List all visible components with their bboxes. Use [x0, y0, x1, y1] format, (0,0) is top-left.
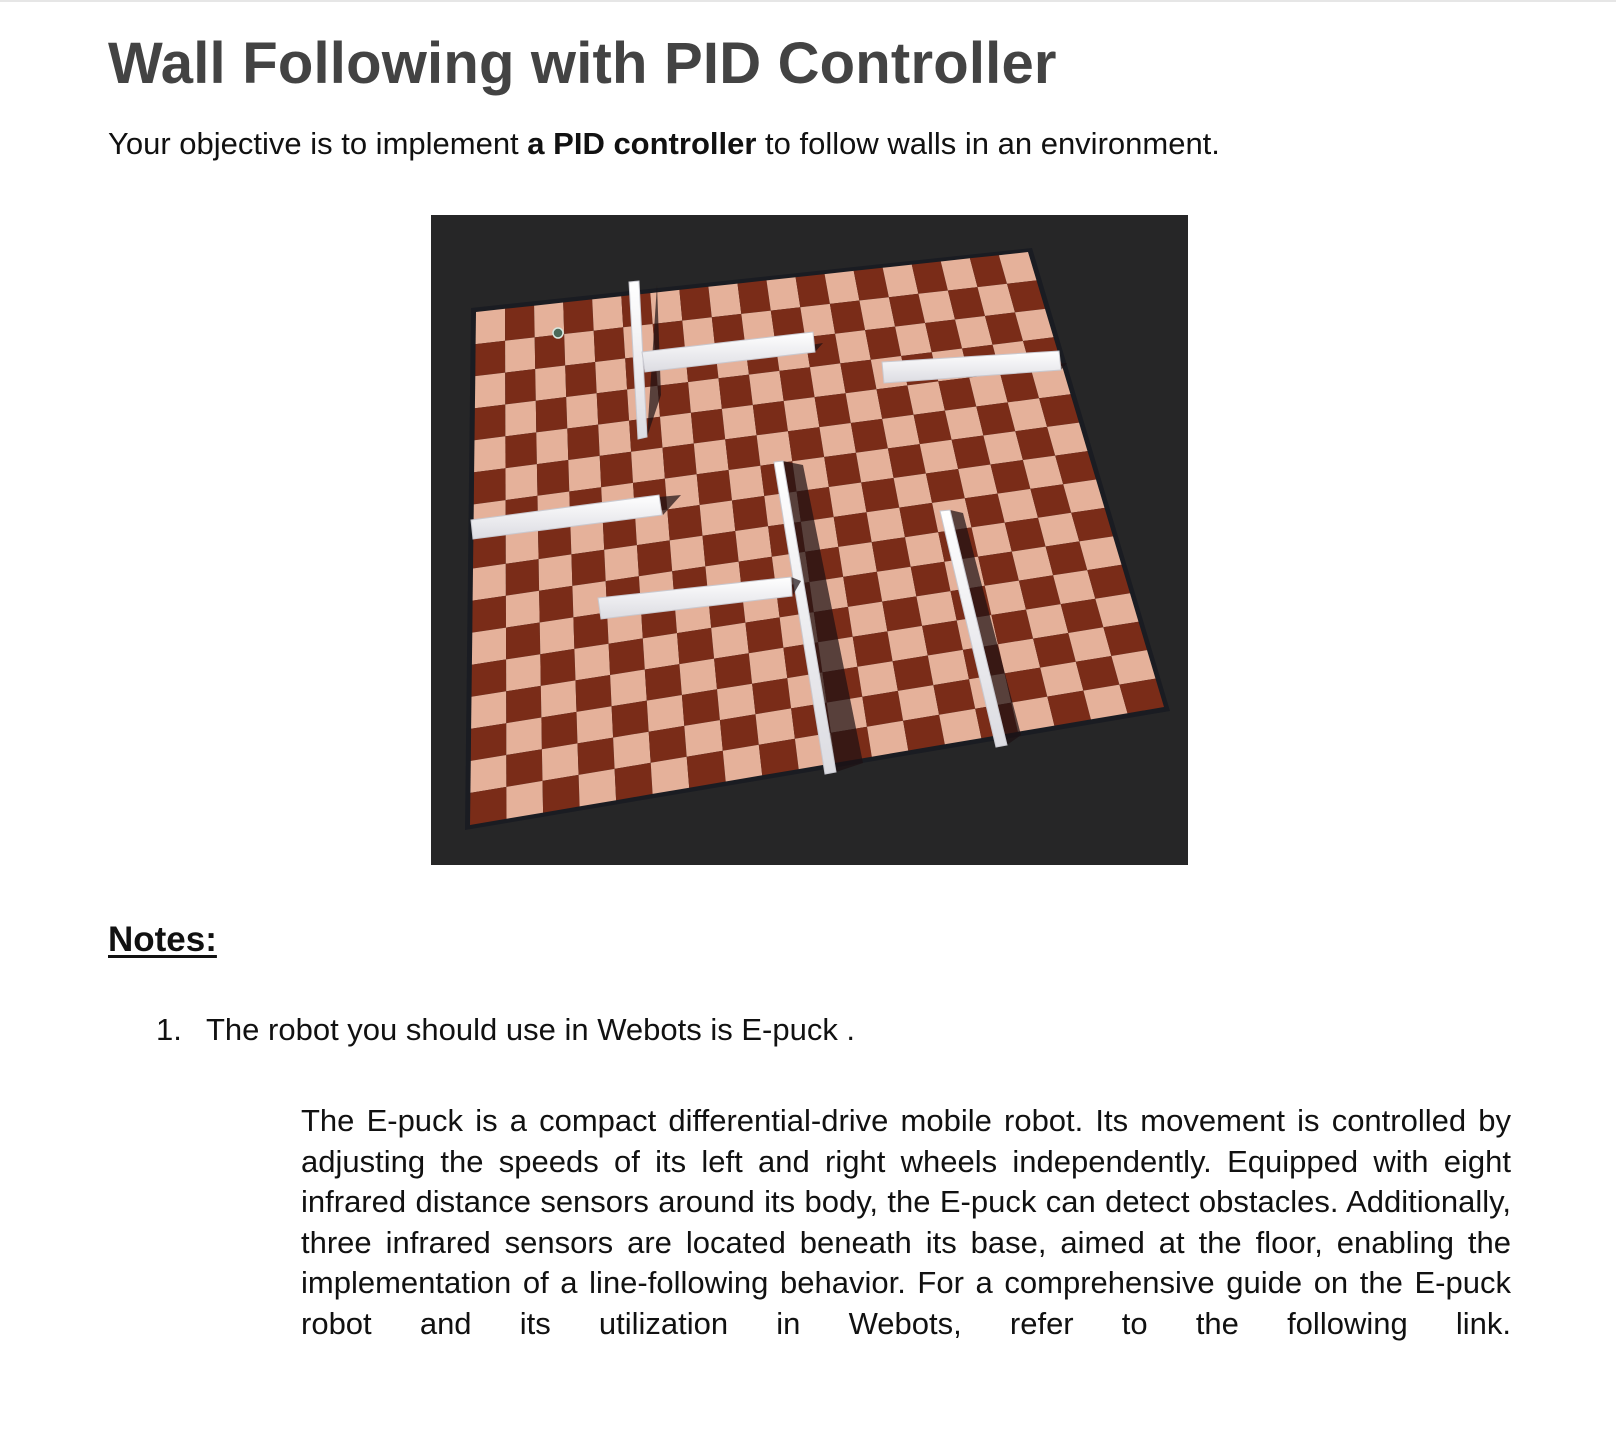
floor-tile	[853, 631, 893, 666]
floor-tile	[543, 775, 580, 813]
floor-tile	[819, 423, 856, 457]
floor-tile	[784, 397, 820, 431]
floor-tile	[506, 591, 540, 628]
floor-tile	[598, 421, 631, 456]
floor-tile	[752, 678, 791, 714]
floor-tile	[972, 523, 1012, 557]
floor-tile	[473, 564, 506, 601]
floor-tile	[564, 331, 595, 366]
floor-tile	[506, 559, 539, 596]
floor-tile	[568, 456, 601, 492]
list-item-text: The robot you should use in Webots is E-puck .	[206, 1012, 856, 1047]
floor-tile	[867, 508, 906, 542]
floor-tile	[541, 712, 577, 749]
floor-tile	[474, 468, 506, 504]
floor-tile	[922, 621, 963, 656]
floor-tile	[865, 327, 901, 360]
floor-tile	[991, 610, 1033, 645]
floor-tile	[471, 723, 507, 761]
floor-tile	[735, 526, 772, 561]
floor-tile	[903, 715, 945, 751]
floor-tile	[703, 531, 739, 566]
floor-tile	[829, 483, 867, 518]
floor-tile	[472, 628, 506, 665]
epuck-description-paragraph: The E-puck is a compact differential-drive mobile robot. Its movement is controlled by adjusting the speeds of its left and right wheels independently. Equipped with eight infrared distance sensors around its body, the E-puck can detect obstacles. Additionally, three infrared sensors are located beneath its base, aimed at the floor, enabling the implementation of a line-following behavior. For a comprehensive guide on the E-puck robot and its utilization in Webots, refer to the following link.	[301, 1103, 1511, 1341]
floor-tile	[898, 685, 939, 721]
floor-tile	[711, 623, 749, 659]
floor-tile	[536, 429, 568, 465]
floor-tile	[577, 706, 614, 743]
floor-tile	[700, 501, 736, 536]
floor-tile	[691, 409, 725, 444]
floor-tile	[576, 675, 612, 712]
floor-tile	[916, 591, 956, 626]
floor-tile	[810, 363, 846, 397]
floor-tile	[475, 373, 505, 409]
floor-tile	[753, 401, 788, 435]
floor-tile	[612, 701, 649, 738]
floor-tile	[687, 751, 726, 788]
floor-tile	[714, 653, 752, 689]
floor-tile	[749, 371, 784, 405]
floor-tile	[1026, 604, 1068, 639]
floor-tile	[535, 366, 566, 401]
floor-tile	[838, 542, 877, 577]
floor-tile	[985, 581, 1026, 615]
floor-tile	[658, 382, 691, 417]
floor-tile	[667, 505, 702, 540]
floor-tile	[856, 448, 894, 482]
intro-paragraph	[108, 124, 1220, 164]
floor-tile	[506, 749, 542, 787]
floor-tile	[926, 469, 965, 503]
floor-tile	[767, 277, 801, 310]
floor-tile	[756, 708, 795, 744]
floor-tile	[565, 362, 597, 397]
floor-tile	[846, 389, 883, 423]
floor-tile	[637, 540, 672, 576]
floor-tile	[888, 444, 926, 478]
floor-tile	[928, 650, 969, 685]
floor-tile	[858, 661, 898, 697]
floor-tile	[506, 781, 543, 819]
epuck-robot-icon	[553, 328, 563, 338]
floor-tile	[649, 726, 687, 763]
floor-tile	[506, 464, 538, 500]
floor-tile	[867, 721, 908, 757]
floor-tile	[899, 503, 938, 537]
floor-tile	[723, 745, 762, 782]
floor-tile	[505, 369, 536, 405]
floor-tile	[506, 623, 540, 660]
floor-tile	[604, 545, 639, 581]
floor-tile	[574, 644, 610, 681]
floor-tile	[834, 512, 872, 547]
floor-tile	[738, 280, 771, 314]
floor-tile	[475, 405, 506, 441]
floor-tile	[506, 686, 541, 723]
floor-tile	[647, 695, 685, 732]
floor-tile	[800, 304, 835, 337]
intro-text-before: Your objective is to implement	[108, 126, 528, 161]
floor-tile	[965, 494, 1005, 528]
notes-list	[156, 1010, 855, 1050]
floor-tile	[535, 334, 566, 369]
arena-figure	[431, 215, 1188, 865]
floor-tile	[539, 586, 573, 623]
floor-tile	[894, 474, 933, 508]
floor-tile	[907, 381, 945, 414]
floor-tile	[472, 596, 506, 633]
floor-tile	[859, 297, 895, 330]
floor-tile	[476, 309, 506, 344]
floor-tile	[609, 638, 645, 675]
floor-tile	[796, 274, 830, 307]
floor-tile	[1033, 633, 1076, 668]
floor-tile	[536, 397, 568, 432]
floor-tile	[749, 648, 788, 684]
floor-tile	[824, 453, 861, 487]
floor-tile	[613, 732, 651, 769]
floor-tile	[861, 478, 899, 512]
floor-tile	[563, 299, 594, 334]
list-item-number: 1.	[156, 1012, 182, 1047]
floor-tile	[815, 393, 851, 427]
floor-tile	[825, 271, 860, 304]
floor-tile	[679, 287, 711, 321]
floor-tile	[1047, 691, 1091, 726]
floor-tile	[506, 718, 542, 756]
floor-tile	[541, 680, 577, 717]
floor-tile	[958, 465, 997, 499]
floor-tile	[578, 738, 615, 775]
floor-tile	[600, 452, 633, 487]
arena-image	[431, 215, 1188, 865]
floor-tile	[720, 714, 759, 751]
floor-tile	[939, 709, 981, 745]
floor-tile	[933, 679, 975, 714]
floor-tile	[1012, 547, 1053, 581]
floor-tile	[840, 360, 876, 394]
floor-tile	[677, 628, 714, 664]
floor-tile	[905, 532, 944, 567]
floor-tile	[729, 466, 765, 501]
floor-tile	[1040, 662, 1083, 697]
floor-tile	[882, 415, 920, 449]
intro-text-bold: a PID controller	[527, 126, 757, 161]
floor-tile	[722, 405, 757, 439]
floor-tile	[719, 375, 753, 409]
floor-tile	[877, 385, 914, 419]
floor-tile	[505, 432, 537, 468]
floor-tile	[470, 755, 506, 793]
floor-tile	[757, 431, 793, 466]
floor-tile	[688, 378, 722, 413]
floor-tile	[645, 664, 682, 701]
intro-text-after: to follow walls in an environment.	[756, 126, 1220, 161]
floor-tile	[717, 684, 756, 720]
floor-tile	[893, 656, 934, 691]
floor-tile	[540, 649, 575, 686]
floor-tile	[539, 554, 573, 590]
floor-tile	[505, 401, 536, 437]
floor-tile	[978, 552, 1019, 586]
floor-tile	[895, 323, 932, 356]
floor-tile	[470, 787, 507, 825]
floor-tile	[475, 341, 505, 376]
floor-tile	[579, 769, 617, 807]
floor-tile	[862, 691, 903, 727]
floor-tile	[1019, 575, 1061, 609]
floor-tile	[851, 419, 888, 453]
floor-tile	[759, 739, 799, 776]
floor-tile	[708, 284, 741, 318]
floor-tile	[631, 448, 665, 483]
floor-tile	[679, 659, 717, 695]
floor-tile	[682, 689, 720, 726]
page-top-border	[0, 0, 1616, 2]
floor-tile	[694, 439, 729, 474]
page-title: Wall Following with PID Controller	[108, 31, 1057, 96]
floor-tile	[848, 602, 887, 637]
floor-tile	[660, 413, 694, 448]
floor-tile	[732, 496, 768, 531]
floor-tile	[697, 470, 732, 505]
floor-tile	[882, 596, 922, 631]
floor-tile	[506, 654, 541, 691]
floor-tile	[566, 393, 598, 428]
floor-tile	[779, 367, 814, 401]
floor-tile	[887, 626, 927, 661]
floor-tile	[471, 691, 506, 729]
floor-tile	[567, 425, 599, 460]
floor-tile	[505, 306, 535, 341]
notes-heading: Notes:	[108, 920, 217, 959]
floor-tile	[998, 639, 1040, 674]
floor-tile	[615, 763, 653, 800]
floor-tile	[643, 633, 680, 669]
floor-tile	[540, 617, 575, 654]
floor-tile	[537, 460, 569, 496]
floor-tile	[610, 670, 647, 707]
floor-tile	[745, 617, 783, 653]
floor-tile	[843, 572, 882, 607]
floor-tile	[542, 743, 579, 781]
floor-tile	[835, 330, 871, 363]
floor-tile	[854, 268, 889, 301]
floor-tile	[914, 411, 952, 445]
floor-tile	[670, 536, 706, 572]
floor-tile	[830, 301, 865, 334]
floor-tile	[651, 757, 690, 794]
floor-tile	[911, 562, 951, 597]
floor-tile	[725, 435, 760, 470]
floor-tile	[663, 444, 697, 479]
floor-tile	[788, 427, 824, 461]
floor-tile	[877, 567, 917, 602]
floor-tile	[472, 659, 507, 696]
floor-tile	[594, 327, 626, 362]
floor-tile	[684, 720, 723, 757]
floor-tile	[571, 550, 605, 586]
list-item	[156, 1010, 855, 1050]
floor-tile	[872, 537, 911, 572]
floor-tile	[592, 296, 623, 331]
floor-tile	[474, 436, 505, 472]
floor-tile	[920, 440, 959, 474]
floor-tile	[505, 337, 535, 372]
floor-tile	[597, 390, 629, 425]
floor-tile	[595, 358, 627, 393]
